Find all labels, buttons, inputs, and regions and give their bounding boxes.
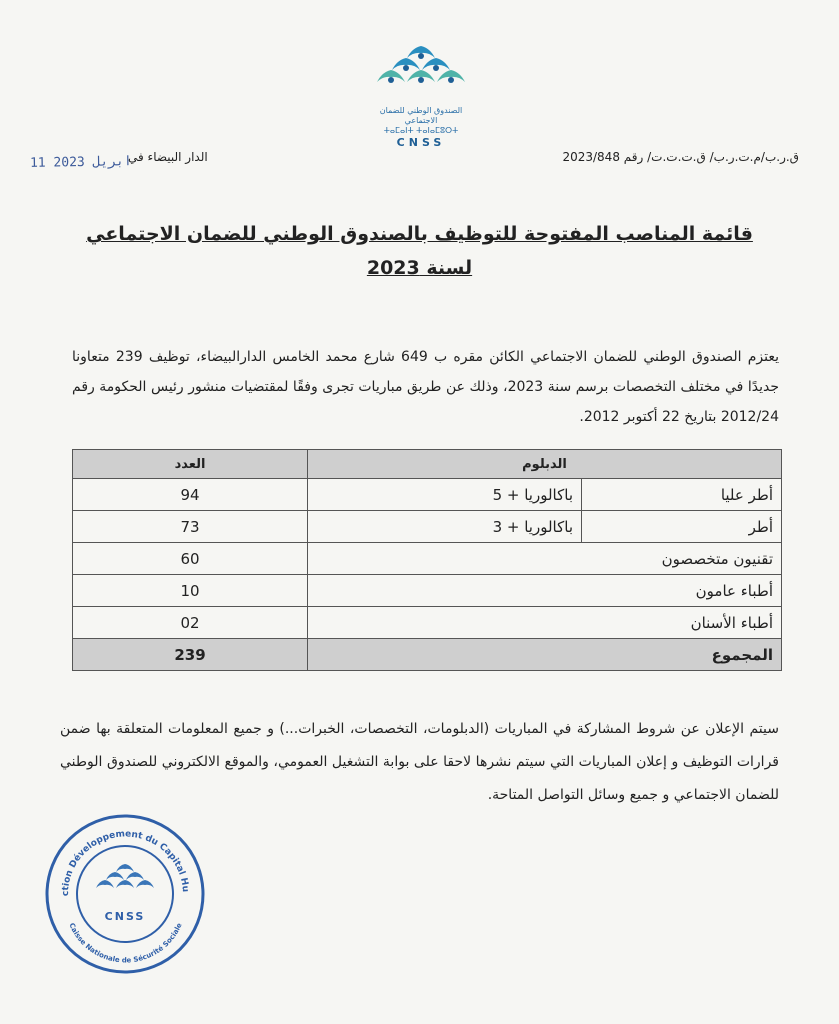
row-name: أطباء عامون [308, 575, 782, 607]
table-header-row [73, 450, 782, 479]
row-name: أطباء الأسنان [308, 607, 782, 639]
row-count: 94 [73, 479, 308, 511]
cnss-wave-icon [376, 44, 466, 106]
header-count: العدد [73, 450, 308, 479]
closing-paragraph: سيتم الإعلان عن شروط المشاركة في المباريات (الدبلومات، التخصصات، الخبرات...) و جميع المعلومات المتعلقة بها ضمن قرارات التوظيف و إعلان المباريات التي سيتم نشرها لاحقا على بوابة التشغيل العمومي، والموقع الالكتروني للصندوق الوطني للضمان الاجتماعي و جميع وسائل التواصل المتاحة. [60, 721, 779, 803]
place-label: الدار البيضاء في [128, 150, 208, 164]
row-count: 10 [73, 575, 308, 607]
reference-number: ق.ر.ب/م.ت.ر.ب/ ق.ت.ت.ت/ رقم 2023/848 [562, 150, 799, 164]
svg-text:Direction Développement du Cap: ction Développement du Capital Hu [60, 829, 191, 897]
logo-acronym: CNSS [396, 136, 446, 149]
table-row [73, 575, 782, 607]
stamp-seal-icon [43, 812, 208, 977]
total-label: المجموع [308, 639, 782, 671]
row-level: باكالوريا + 5 [308, 479, 582, 511]
page-title [60, 217, 779, 285]
logo-caption-amazigh: ⵜⴰⵎⴰⵏⵜ ⵜⴰⵏⴰⵎⵓⵔⵜ [383, 126, 459, 135]
row-name: تقنيون متخصصون [308, 543, 782, 575]
intro-paragraph: يعتزم الصندوق الوطني للضمان الاجتماعي الكائن مقره ب 649 شارع محمد الخامس الدارالبيضاء، توظيف 239 متعاونا جديدًا في مختلف التخصصات برسم سنة 2023، وذلك عن طريق مباريات تجرى وفقًا لمقتضيات منشور رئيس الحكومة رقم 2012/24 بتاريخ 22 أكتوبر 2012. [72, 349, 779, 425]
cnss-logo [373, 44, 469, 149]
svg-text:CNSS: CNSS [104, 910, 146, 923]
row-count: 73 [73, 511, 308, 543]
row-name: أطر عليا [582, 479, 782, 511]
svg-text:Caisse Nationale de Sécurité S: Caisse Nationale de Sécurité Sociale [67, 921, 184, 965]
logo-caption-arabic: الصندوق الوطني للضمان الاجتماعي [379, 106, 463, 125]
title-line-2: لسنة 2023 [366, 257, 473, 279]
positions-table [72, 449, 782, 671]
official-stamp [43, 812, 208, 977]
total-count: 239 [73, 639, 308, 671]
title-line-1: قائمة المناصب المفتوحة للتوظيف بالصندوق الوطني للضمان الاجتماعي [86, 223, 753, 245]
table-total-row [73, 639, 782, 671]
table-row [73, 479, 782, 511]
table-row [73, 511, 782, 543]
row-level: باكالوريا + 3 [308, 511, 582, 543]
table-row [73, 607, 782, 639]
row-count: 02 [73, 607, 308, 639]
handwritten-date: 11 ابريل 2023 [29, 154, 132, 171]
row-count: 60 [73, 543, 308, 575]
table-row [73, 543, 782, 575]
row-name: أطر [582, 511, 782, 543]
header-diploma: الدبلوم [308, 450, 782, 479]
